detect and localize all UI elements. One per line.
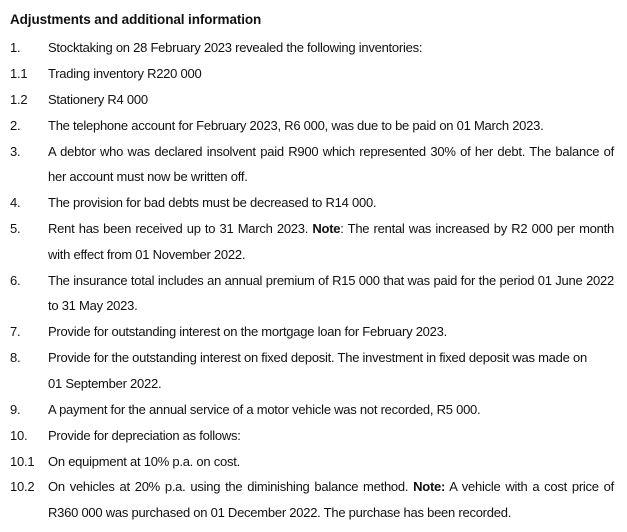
- item-text: [48, 220, 614, 237]
- item-text-part: : The rental was increased by R2 000 per month: [340, 221, 614, 236]
- item-number: 10.: [10, 428, 28, 443]
- item-text-part: Rent has been received up to 31 March 2023.: [48, 221, 313, 236]
- item-text: The provision for bad debts must be decreased to R14 000.: [48, 195, 377, 210]
- section-heading: Adjustments and additional information: [10, 12, 262, 27]
- item-number: 9.: [10, 402, 21, 417]
- item-text: Provide for depreciation as follows:: [48, 428, 241, 443]
- item-number: 7.: [10, 324, 21, 339]
- note-label: Note:: [413, 479, 446, 494]
- item-number: 1.: [10, 40, 21, 55]
- item-number: 8.: [10, 350, 21, 365]
- item-text-continued: to 31 May 2023.: [48, 298, 138, 313]
- item-number: 1.2: [10, 92, 28, 107]
- item-text: Trading inventory R220 000: [48, 66, 202, 81]
- item-text-continued: R360 000 was purchased on 01 December 2022. The purchase has been recorded.: [48, 505, 512, 520]
- item-number: 6.: [10, 273, 21, 288]
- item-number: 3.: [10, 144, 21, 159]
- item-text-part: A vehicle with a cost price of: [445, 479, 614, 494]
- item-text: Provide for the outstanding interest on fixed deposit. The investment in fixed deposit was made on: [48, 350, 587, 365]
- item-text: Provide for outstanding interest on the mortgage loan for February 2023.: [48, 324, 447, 339]
- item-text: [48, 478, 614, 495]
- item-text: The telephone account for February 2023, R6 000, was due to be paid on 01 March 2023.: [48, 118, 544, 133]
- item-text: A payment for the annual service of a motor vehicle was not recorded, R5 000.: [48, 402, 481, 417]
- item-text-part: On vehicles at 20% p.a. using the diminishing balance method.: [48, 479, 414, 494]
- item-text: Stocktaking on 28 February 2023 revealed the following inventories:: [48, 40, 423, 55]
- item-text: On equipment at 10% p.a. on cost.: [48, 454, 240, 469]
- item-number: 4.: [10, 195, 21, 210]
- item-number: 5.: [10, 221, 21, 236]
- item-text-continued: with effect from 01 November 2022.: [48, 247, 246, 262]
- item-text-continued: her account must now be written off.: [48, 169, 248, 184]
- item-text-continued: 01 September 2022.: [48, 376, 162, 391]
- note-label: Note: [312, 221, 341, 236]
- item-number: 2.: [10, 118, 21, 133]
- item-text: The insurance total includes an annual premium of R15 000 that was paid for the period 01 June 2022: [48, 273, 614, 288]
- item-number: 10.1: [10, 454, 35, 469]
- item-number: 1.1: [10, 66, 28, 81]
- item-text: A debtor who was declared insolvent paid R900 which represented 30% of her debt. The balance of: [48, 144, 614, 159]
- item-text: Stationery R4 000: [48, 92, 148, 107]
- item-number: 10.2: [10, 479, 35, 494]
